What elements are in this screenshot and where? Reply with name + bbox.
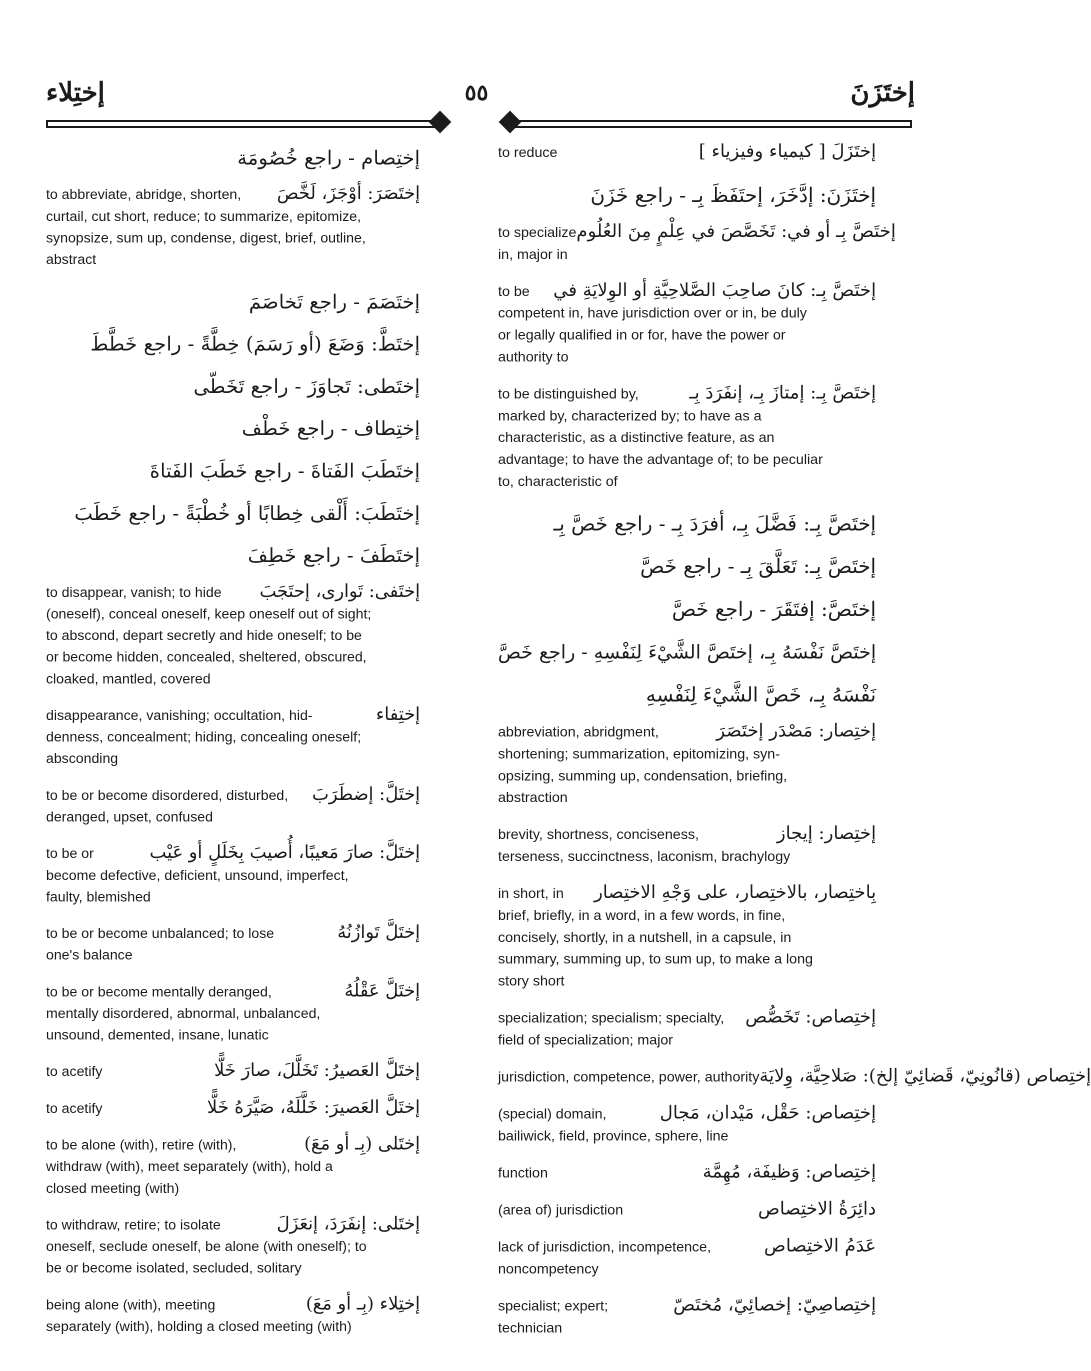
english-definition-line: to be distinguished by, (498, 386, 639, 403)
arabic-headword: نَفْسَهُ بِـ، خَصَّ الشَّيْءَ لِنَفْسِهِ (645, 683, 877, 707)
arabic-headword: إختَصَّ بِـ: كانَ صاحِبَ الصَّلاحِيَّةِ أو الوِلايَةِ في (553, 279, 877, 301)
english-definition-line: faulty, blemished (46, 889, 151, 906)
english-definition-line: unsound, demented, insane, lunatic (46, 1027, 269, 1044)
dictionary-entry (498, 1101, 876, 1147)
arabic-headword: إختَلى (بِـ أو مَعَ) (304, 1133, 421, 1155)
dictionary-entry (46, 538, 420, 574)
dictionary-entry (498, 1064, 1091, 1088)
english-definition-line: opsizing, summing up, condensation, briefing, (498, 767, 788, 785)
dictionary-entry (498, 1197, 876, 1221)
english-definition-line: abstract (46, 251, 97, 268)
dictionary-entry (498, 506, 876, 542)
dictionary-entry (46, 979, 420, 1046)
english-definition-line: characteristic, as a distinctive feature, as an (498, 429, 775, 446)
dictionary-entry (46, 1096, 420, 1120)
english-definition-line: (special) domain, (498, 1106, 607, 1123)
english-definition-line: summary, summing up, to sum up, to make a long (498, 951, 813, 968)
arabic-headword: دائِرَةُ الاختِصاص (757, 1198, 877, 1220)
english-definition-line: withdraw (with), meet separately (with), hold a (46, 1158, 333, 1175)
english-definition-line: field of specialization; major (498, 1032, 674, 1049)
arabic-headword: إختَلَّ تَوازُنُهُ (337, 922, 421, 943)
english-definition-line: competent in, have jurisdiction over or in, be duly (498, 305, 807, 322)
arabic-headword: عَدَمُ الاختِصاص (764, 1235, 877, 1257)
dictionary-entry (46, 326, 420, 362)
english-definition-line: to be or become disordered, disturbed, (46, 787, 289, 804)
english-definition-line: cloaked, mantled, covered (46, 671, 211, 688)
arabic-headword: إختَلَّ العَصيرَ: خَلَّلَهُ، صَيَّرَهُ خَلًّا (207, 1096, 421, 1118)
english-definition-line: bailiwick, field, province, sphere, line (498, 1128, 729, 1145)
english-definition-line: specialist; expert; (498, 1298, 609, 1315)
english-definition-line: oneself, seclude oneself, be alone (with oneself); to (46, 1238, 367, 1255)
english-definition-line: absconding (46, 751, 119, 767)
english-definition-line: deranged, upset, confused (46, 809, 213, 826)
dictionary-entry (46, 703, 420, 770)
dictionary-entry (498, 591, 876, 627)
english-definition-line: (oneself), conceal oneself, keep oneself out of sight; (46, 606, 372, 623)
header-rule-left (46, 120, 440, 128)
arabic-headword: إختَطَفَ - راجع خَطِفَ (247, 544, 421, 567)
dictionary-entry (46, 1059, 420, 1083)
arabic-headword: إختَلَّ: إضطَرَبَ (312, 783, 421, 805)
english-definition-line: to abscond, depart secretly and hide oneself; to be (46, 627, 362, 644)
english-definition-line: to acetify (46, 1064, 103, 1080)
english-definition-line: to acetify (46, 1100, 103, 1117)
english-definition-line: synopsize, sum up, condense, digest, brief, outline, (46, 230, 366, 247)
dictionary-entry (46, 841, 420, 908)
dictionary-entry (46, 495, 420, 531)
english-definition-line: mentally disordered, abnormal, unbalanced, (46, 1005, 321, 1022)
dictionary-entry (498, 881, 876, 992)
left-column (46, 140, 420, 1351)
dictionary-entry (46, 284, 420, 320)
arabic-headword: إختِصاص (قانُونِيّ، قَضائِيّ إلخ): صَلاحِيَّة، وِلايَة (759, 1065, 1091, 1087)
english-definition-line: jurisdiction, competence, power, authority (498, 1069, 760, 1086)
arabic-headword: إختَصَرَ: أوْجَزَ، لَخَّصَ (276, 183, 421, 204)
english-definition-line: to be (498, 283, 530, 300)
header-rule-right (510, 120, 912, 128)
arabic-headword: إختَطَّ: وَضَعَ (أو رَسَمَ) خِطَّةً - راجع خَطَّطَ (90, 332, 421, 356)
english-definition-line: to disappear, vanish; to hide (46, 584, 222, 601)
page-header (0, 78, 953, 138)
arabic-headword: إختَلَّ: صارَ مَعيبًا، أُصيبَ بِخَلَلٍ أو عَيْب (149, 842, 421, 863)
dictionary-entry (498, 177, 876, 213)
english-definition-line: to withdraw, retire; to isolate (46, 1217, 221, 1234)
dictionary-entry (498, 720, 876, 809)
arabic-headword: بِاختِصار، بالاختِصار، على وَجْهِ الاختِصار (594, 881, 877, 903)
english-definition-line: lack of jurisdiction, incompetence, (498, 1239, 712, 1256)
arabic-headword: إختَصَّ بِـ: إمتازَ بِـ، إنفَرَدَ بِـ (689, 382, 877, 404)
arabic-headword: إختِصاصِيّ: إخصائِيّ، مُختَصّ (673, 1294, 877, 1316)
dictionary-entry (498, 1160, 876, 1184)
arabic-headword: إختَطَبَ الفَتاةَ - راجع خَطَبَ الفَتاةَ (149, 459, 421, 483)
dictionary-entry (498, 634, 876, 670)
english-definition-line: to, characteristic of (498, 473, 618, 490)
arabic-headword: إختَصَّ نَفْسَهُ بِـ، إختَصَّ الشَّيْءَ لِنَفْسِهِ - راجع خَصَّ (497, 640, 877, 664)
arabic-headword: إختِصاص: تَخَصُّص (745, 1006, 877, 1028)
arabic-headword: إختَصَّ بِـ: تَعَلَّقَ بِـ - راجع خَصَّ (640, 555, 877, 578)
dictionary-entry (498, 140, 876, 164)
english-definition-line: authority to (498, 349, 569, 366)
english-definition-line: specialization; specialism; specialty, (498, 1010, 725, 1027)
arabic-headword: إختَزَنَ: إدَّخَرَ، إحتَفَظَ بِـ - راجع خَزَنَ (590, 183, 877, 207)
english-definition-line: denness, concealment; hiding, concealing oneself; (46, 729, 362, 746)
english-definition-line: marked by, characterized by; to have as a (498, 407, 762, 425)
english-definition-line: be or become isolated, secluded, solitary (46, 1260, 302, 1277)
dictionary-entry (498, 1293, 876, 1339)
dictionary-entry (498, 677, 876, 713)
english-definition-line: closed meeting (with) (46, 1180, 180, 1197)
english-definition-line: or legally qualified in or for, have the power or (498, 327, 786, 344)
english-definition-line: to be or become unbalanced; to lose (46, 925, 275, 942)
dictionary-entry (498, 220, 896, 266)
arabic-headword: إختَطَبَ: أَلْقى خِطابًا أو خُطْبَةً - راجع خَطَبَ (74, 501, 421, 525)
english-definition-line: brevity, shortness, conciseness, (498, 826, 699, 843)
dictionary-entry (498, 822, 876, 868)
english-definition-line: (area of) jurisdiction (498, 1202, 624, 1219)
arabic-headword: إختَصَّ بِـ: فَضَّلَ بِـ، أفرَدَ بِـ - راجع خَصَّ بِـ (553, 512, 877, 536)
dictionary-entry (46, 783, 420, 828)
dictionary-entry (46, 580, 420, 690)
arabic-headword: إختَزَلَ [ كيمياء وفيزياء ] (698, 140, 877, 162)
dictionary-entry (46, 1133, 420, 1200)
dictionary-entry (498, 1005, 876, 1051)
english-definition-line: brief, briefly, in a word, in a few words, in fine, (498, 907, 786, 924)
english-definition-line: or become hidden, concealed, sheltered, obscured, (46, 649, 367, 666)
dictionary-entry (46, 921, 420, 966)
dictionary-entry (498, 549, 876, 585)
english-definition-line: abbreviation, abridgment, (498, 724, 659, 741)
english-definition-line: to abbreviate, abridge, shorten, (46, 187, 242, 203)
arabic-headword: إختَصَّ بِـ أو في: تَخَصَّصَ في عِلْمٍ مِنَ العُلُوم (576, 220, 896, 242)
diamond-ornament-left (429, 111, 452, 134)
arabic-headword: إختِلاء (بِـ أو مَعَ) (305, 1293, 421, 1315)
english-definition-line: to be alone (with), retire (with), (46, 1137, 237, 1154)
dictionary-entry (498, 279, 876, 368)
english-definition-line: to reduce (498, 144, 558, 161)
english-definition-line: to specialize (498, 224, 577, 241)
arabic-headword: إختَلَّ عَقْلُهُ (344, 980, 421, 1002)
english-definition-line: abstraction (498, 789, 568, 806)
arabic-headword: إختِصار: إيجاز (776, 823, 877, 844)
dictionary-entry (498, 1234, 876, 1280)
english-definition-line: concisely, shortly, in a nutshell, in a capsule, in (498, 929, 792, 946)
right-column (497, 140, 1091, 1352)
dictionary-entry (46, 453, 420, 489)
english-definition-line: one's balance (46, 947, 133, 964)
english-definition-line: being alone (with), meeting (46, 1297, 216, 1314)
arabic-headword: إختَطى: تَجاوَزَ - راجع تَخَطّى (193, 375, 421, 398)
english-definition-line: noncompetency (498, 1261, 599, 1278)
right-guide-word: إختَزَنَ (850, 78, 915, 108)
left-guide-word: إختِلاء (46, 78, 105, 108)
dictionary-entry (46, 411, 420, 447)
english-definition-line: to be or become mentally deranged, (46, 984, 272, 1001)
diamond-ornament-right (499, 111, 522, 134)
arabic-headword: إختَصَمَ - راجع تَخاصَمَ (248, 290, 421, 313)
english-definition-line: story short (498, 973, 565, 990)
arabic-headword: إختِصام - راجع خُصُومَة (237, 146, 421, 170)
dictionary-entry (46, 182, 420, 270)
english-definition-line: in, major in (498, 246, 568, 263)
dictionary-entry (46, 368, 420, 404)
english-definition-line: disappearance, vanishing; occultation, hid- (46, 707, 313, 724)
english-definition-line: curtail, cut short, reduce; to summarize, epitomize, (46, 208, 362, 225)
arabic-headword: إختِطاف - راجع خَطْف (241, 417, 421, 440)
dictionary-entry (498, 381, 876, 492)
page-number: ٥٥ (464, 80, 489, 106)
arabic-headword: إختِصار: مَصْدَر إختَصَرَ (716, 720, 877, 742)
arabic-headword: إختَصَّ: إفتَقَرَ - راجع خَصَّ (671, 597, 877, 621)
arabic-headword: إختِفاء (375, 704, 421, 725)
english-definition-line: function (498, 1165, 548, 1182)
english-definition-line: advantage; to have the advantage of; to be peculiar (498, 451, 823, 468)
dictionary-entry (46, 1292, 420, 1337)
dictionary-entry (46, 140, 420, 176)
english-definition-line: to be or (46, 845, 94, 862)
english-definition-line: shortening; summarization, epitomizing, syn- (498, 746, 780, 763)
english-definition-line: terseness, succinctness, laconism, brachylogy (498, 848, 791, 865)
arabic-headword: إختَلى: إنفَرَدَ، إنعَزَلَ (276, 1213, 421, 1235)
arabic-headword: إختَفى: تَوارى، إحتَجَبَ (259, 580, 421, 602)
english-definition-line: become defective, deficient, unsound, imperfect, (46, 867, 349, 884)
arabic-headword: إختِصاص: حَقْل، مَيْدان، مَجال (659, 1102, 877, 1124)
arabic-headword: إختَلَّ العَصيرُ: تَخَلَّلَ، صارَ خَلًّا (214, 1060, 421, 1081)
arabic-headword: إختِصاص: وَظيفَة، مُهِمَّة (702, 1161, 877, 1183)
english-definition-line: in short, in (498, 885, 564, 902)
dictionary-entry (46, 1213, 420, 1280)
english-definition-line: technician (498, 1319, 563, 1337)
english-definition-line: separately (with), holding a closed meeting (with) (46, 1318, 352, 1335)
